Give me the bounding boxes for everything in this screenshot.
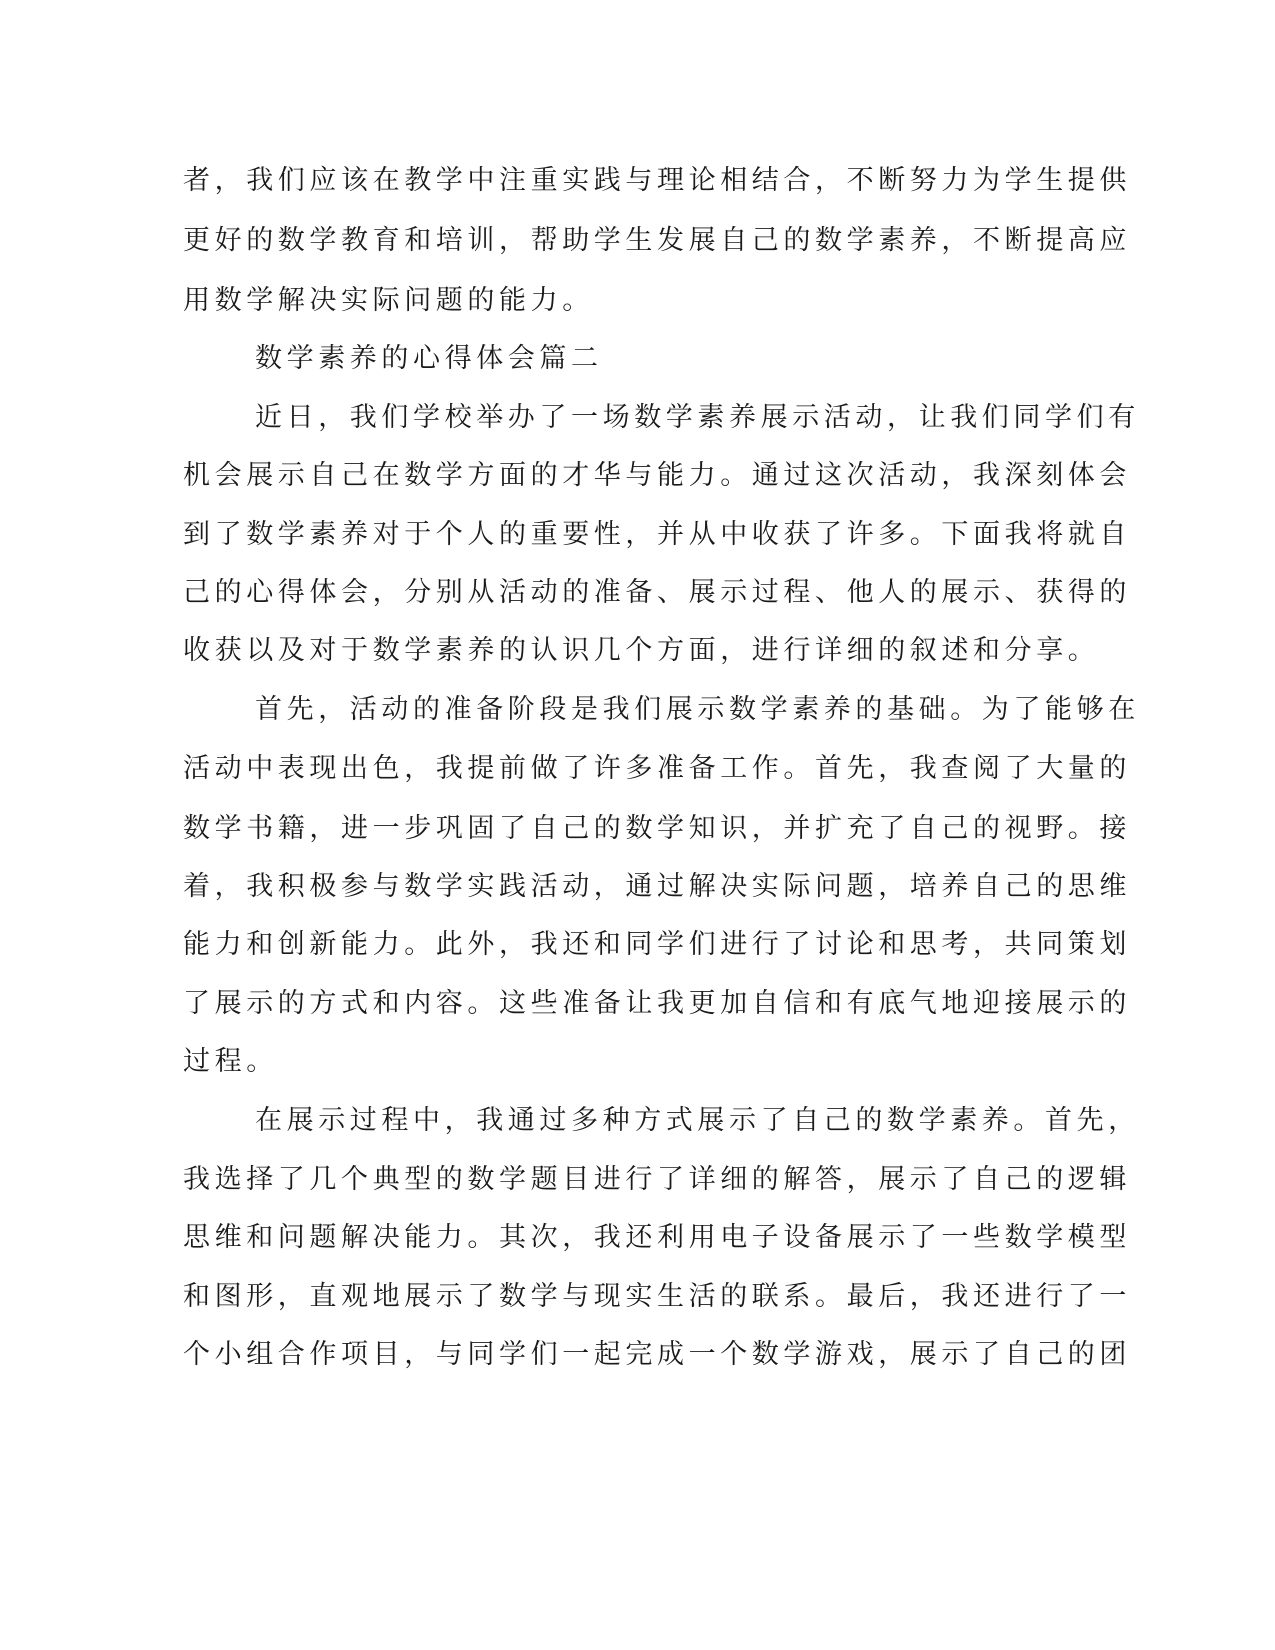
section-heading: 数学素养的心得体会篇二: [255, 343, 603, 374]
text-line: 用数学解决实际问题的能力。: [183, 285, 594, 316]
text-line: 着，我积极参与数学实践活动，通过解决实际问题，培养自己的思维: [183, 871, 1131, 902]
text-line: 过程。: [183, 1046, 278, 1077]
text-line: 己的心得体会，分别从活动的准备、展示过程、他人的展示、获得的: [183, 577, 1131, 608]
text-line: 更好的数学教育和培训，帮助学生发展自己的数学素养，不断提高应: [183, 225, 1131, 256]
text-line: 者，我们应该在教学中注重实践与理论相结合，不断努力为学生提供: [183, 165, 1131, 196]
text-line: 和图形，直观地展示了数学与现实生活的联系。最后，我还进行了一: [183, 1281, 1131, 1312]
text-line: 在展示过程中，我通过多种方式展示了自己的数学素养。首先，: [255, 1105, 1140, 1136]
text-line: 活动中表现出色，我提前做了许多准备工作。首先，我查阅了大量的: [183, 753, 1131, 784]
text-line: 了展示的方式和内容。这些准备让我更加自信和有底气地迎接展示的: [183, 988, 1131, 1019]
text-line: 首先，活动的准备阶段是我们展示数学素养的基础。为了能够在: [255, 694, 1140, 725]
text-line: 我选择了几个典型的数学题目进行了详细的解答，展示了自己的逻辑: [183, 1164, 1131, 1195]
text-line: 收获以及对于数学素养的认识几个方面，进行详细的叙述和分享。: [183, 635, 1100, 666]
text-line: 到了数学素养对于个人的重要性，并从中收获了许多。下面我将就自: [183, 519, 1131, 550]
text-line: 思维和问题解决能力。其次，我还利用电子设备展示了一些数学模型: [183, 1222, 1131, 1253]
text-line: 能力和创新能力。此外，我还和同学们进行了讨论和思考，共同策划: [183, 929, 1131, 960]
text-line: 近日，我们学校举办了一场数学素养展示活动，让我们同学们有: [255, 402, 1140, 433]
text-line: 机会展示自己在数学方面的才华与能力。通过这次活动，我深刻体会: [183, 460, 1131, 491]
text-line: 个小组合作项目，与同学们一起完成一个数学游戏，展示了自己的团: [183, 1339, 1131, 1370]
text-line: 数学书籍，进一步巩固了自己的数学知识，并扩充了自己的视野。接: [183, 813, 1131, 844]
